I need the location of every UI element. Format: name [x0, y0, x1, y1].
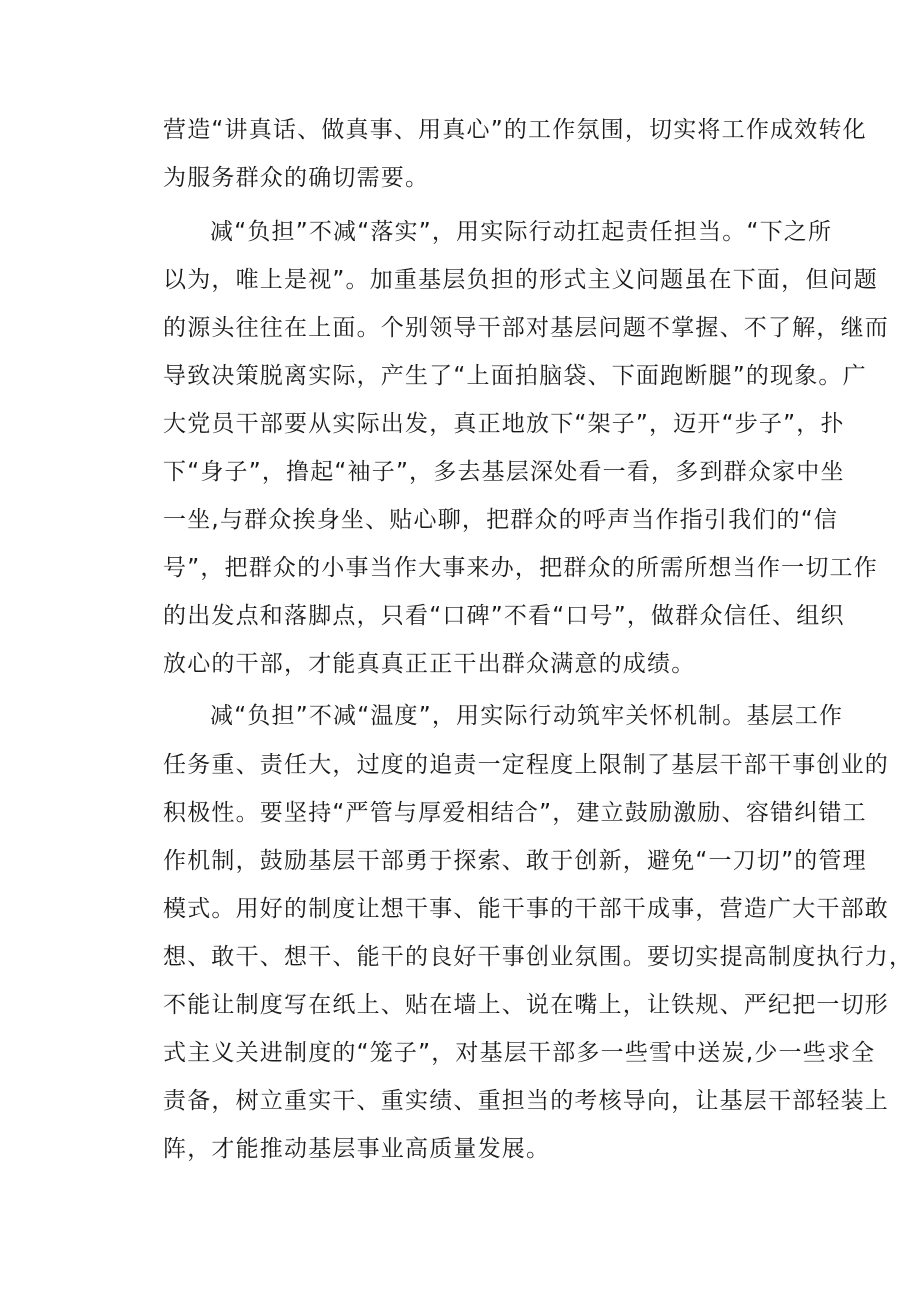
paragraph-2-line-5: 大党员干部要从实际出发，真正地放下“架子”，迈开“步子”，扑: [163, 411, 845, 437]
paragraph-2-line-9: 的出发点和落脚点，只看“口碑”不看“口号”，做群众信任、组织: [163, 603, 845, 629]
paragraph-2-line-10: 放心的干部，才能真真正正干出群众满意的成绩。: [163, 651, 696, 677]
paragraph-2-line-1: 减“负担”不减“落实”，用实际行动扛起责任担当。“下之所: [210, 219, 833, 245]
paragraph-1-line-1: 营造“讲真话、做真事、用真心”的工作氛围，切实将工作成效转化: [163, 117, 867, 143]
paragraph-2-line-8: 号”，把群众的小事当作大事来办，把群众的所需所想当作一切工作: [163, 555, 878, 581]
paragraph-3-line-2: 任务重、责任大，过度的追责一定程度上限制了基层干部干事创业的: [163, 752, 889, 778]
paragraph-2-line-6: 下“身子”，撸起“袖子”，多去基层深处看一看，多到群众家中坐: [163, 459, 845, 485]
paragraph-1-line-2: 为服务群众的确切需要。: [163, 165, 430, 191]
paragraph-3-line-3: 积极性。要坚持“严管与厚爱相结合”，建立鼓励激励、容错纠错工: [163, 800, 867, 826]
paragraph-3-line-9: 责备，树立重实干、重实绩、重担当的考核导向，让基层干部轻装上: [163, 1088, 889, 1114]
paragraph-3-line-8: 式主义关进制度的“笼子”，对基层干部多一些雪中送炭,少一些求全: [163, 1040, 876, 1066]
paragraph-2-line-4: 导致决策脱离实际，产生了“上面拍脑袋、下面跑断腿”的现象。广: [163, 363, 867, 389]
paragraph-2-line-2: 以为，唯上是视”。加重基层负担的形式主义问题虽在下面，但问题: [163, 267, 878, 293]
paragraph-2-line-7: 一坐,与群众挨身坐、贴心聊，把群众的呼声当作指引我们的“信: [163, 507, 839, 533]
paragraph-3-line-6: 想、敢干、想干、能干的良好干事创业氛围。要切实提高制度执行力，: [163, 944, 914, 970]
paragraph-3-line-7: 不能让制度写在纸上、贴在墙上、说在嘴上，让铁规、严纪把一切形: [163, 992, 889, 1018]
paragraph-3-line-10: 阵，才能推动基层事业高质量发展。: [163, 1136, 551, 1162]
paragraph-3-line-5: 模式。用好的制度让想干事、能干事的干部干成事，营造广大干部敢: [163, 896, 889, 922]
paragraph-2-line-3: 的源头往往在上面。个别领导干部对基层问题不掌握、不了解，继而: [163, 315, 889, 341]
paragraph-3-line-1: 减“负担”不减“温度”，用实际行动筑牢关怀机制。基层工作: [210, 703, 844, 729]
paragraph-3-line-4: 作机制，鼓励基层干部勇于探索、敢于创新，避免“一刀切”的管理: [163, 848, 867, 874]
